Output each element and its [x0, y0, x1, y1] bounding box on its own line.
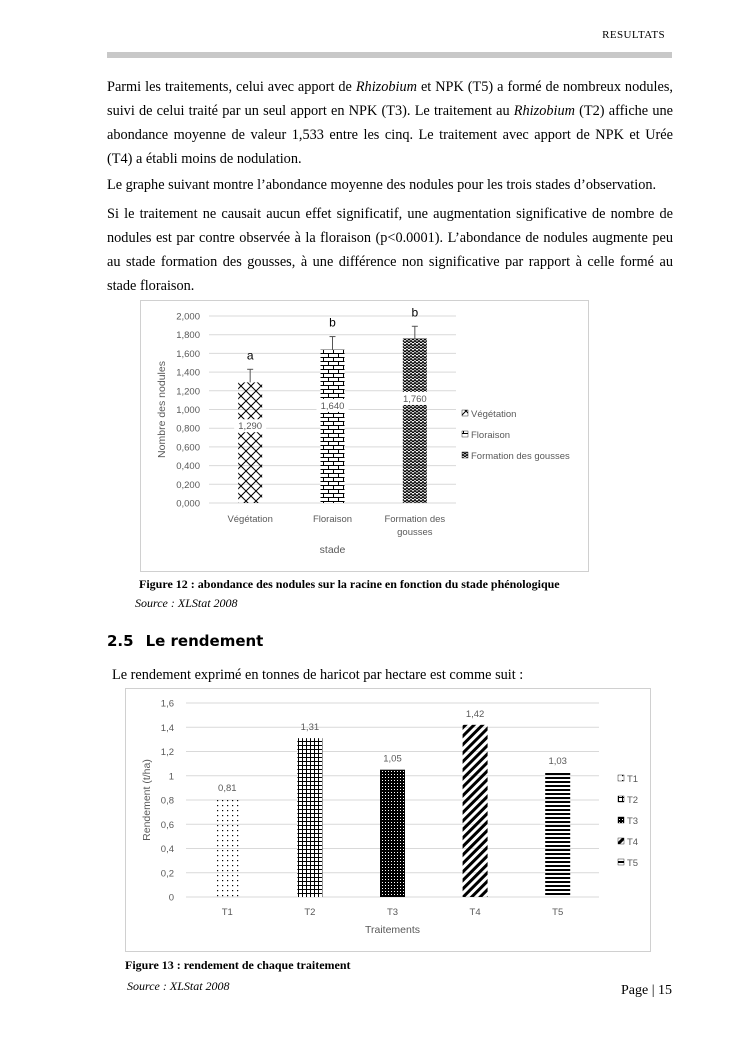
- y-tick-label: 0,400: [176, 461, 200, 473]
- header-rule: [107, 52, 672, 58]
- chart-nodules: [141, 301, 588, 571]
- y-tick-label: 1,4: [160, 722, 174, 734]
- y-tick-label: 0,8: [160, 795, 174, 807]
- legend-swatch: [618, 817, 624, 823]
- x-tick-label: T3: [386, 907, 399, 918]
- x-tick-label: Floraison: [312, 514, 353, 525]
- bar: [380, 770, 405, 897]
- y-tick-label: 0,800: [176, 423, 200, 435]
- bar: [403, 338, 427, 503]
- y-axis-label: Nombre des nodules: [156, 361, 168, 458]
- figure-13-chart: [125, 688, 651, 952]
- text-run: Parmi les traitements, celui avec apport de: [107, 79, 356, 95]
- y-tick-label: 0,2: [160, 868, 174, 880]
- text-run: (T2) affiche une abondance moyenne de valeur 1,533 entre les cinq. Le traitement avec apport de NPK et Urée (T4) a établi moins de nodulation.: [107, 103, 673, 167]
- section-number: 2.5: [107, 632, 134, 650]
- legend-swatch: [618, 859, 624, 865]
- chart-rendement: [126, 689, 650, 951]
- y-tick-label: 1: [168, 771, 174, 783]
- bar: [321, 350, 345, 503]
- legend-label: Formation des gousses: [471, 451, 570, 462]
- figure-12-chart: [140, 300, 589, 572]
- y-tick-label: 0,4: [160, 844, 174, 855]
- legend-swatch: [618, 775, 624, 781]
- bar: [545, 772, 570, 897]
- figure-12-caption: Figure 12 : abondance des nodules sur la racine en fonction du stade phénologique: [139, 577, 560, 591]
- legend-swatch: [462, 410, 468, 416]
- x-tick-label: Formation des: [384, 514, 446, 525]
- x-tick-label: T1: [221, 907, 233, 918]
- y-tick-label: 1,800: [176, 330, 200, 342]
- x-tick-label: Végétation: [227, 514, 273, 525]
- header-label: RESULTATS: [602, 29, 665, 41]
- section-title: Le rendement: [145, 632, 264, 650]
- y-tick-label: 1,6: [160, 698, 174, 710]
- legend-label: T1: [627, 774, 639, 785]
- y-tick-label: 1,600: [176, 348, 200, 360]
- legend-swatch: [462, 431, 468, 437]
- y-tick-label: 0,000: [176, 498, 200, 510]
- x-tick-label: gousses: [397, 527, 433, 538]
- legend-label: Floraison: [471, 430, 511, 441]
- figure-12-source: Source : XLStat 2008: [135, 596, 238, 610]
- y-tick-label: 0,200: [176, 479, 200, 491]
- legend-swatch: [618, 838, 624, 844]
- y-tick-label: 1,200: [176, 386, 200, 398]
- x-tick-label: T5: [552, 907, 564, 918]
- y-axis-label: Rendement (t/ha): [141, 759, 153, 841]
- significance-letter: b: [411, 305, 419, 320]
- text-run: et NPK (T5) a formé de nombreux nodules, suivi de celui traité par un seul apport en NPK (T3). Le traitement au: [107, 79, 673, 119]
- data-label: 1,290: [238, 421, 263, 433]
- page-label: Page: [620, 983, 649, 998]
- paragraph-4: Le rendement exprimé en tonnes de haricot par hectare est comme suit :: [112, 667, 524, 683]
- x-tick-label: T2: [304, 907, 316, 918]
- legend-label: T3: [627, 816, 639, 827]
- legend-label: Végétation: [471, 409, 517, 420]
- y-tick-label: 1,2: [160, 747, 174, 758]
- legend-swatch: [618, 796, 624, 802]
- y-tick-label: 2,000: [176, 311, 200, 323]
- page-number: Page | 15: [620, 983, 672, 998]
- bar: [463, 725, 488, 897]
- figure-13-source: Source : XLStat 2008: [127, 979, 230, 993]
- paragraph-1: [107, 75, 673, 171]
- data-label: 1,640: [320, 400, 345, 412]
- bar: [215, 799, 240, 897]
- x-axis-label: stade: [319, 544, 346, 556]
- bar: [297, 738, 322, 897]
- paragraph-3: Si le traitement ne causait aucun effet significatif, une augmentation significative de nombre de nodules est par contre observée à la floraison (p<0.0001). L’abondance de nodules augmente peu au stade formation des gousses, à une différence non significative par rapport à celle formé au stade floraison.: [107, 206, 673, 294]
- y-tick-label: 0: [168, 892, 174, 904]
- significance-letter: b: [329, 315, 336, 330]
- data-label: 0,81: [218, 782, 237, 794]
- data-label: 1,03: [548, 756, 567, 768]
- data-label: 1,42: [465, 708, 485, 720]
- data-label: 1,760: [402, 393, 427, 405]
- legend-label: T2: [627, 795, 639, 806]
- data-label: 1,31: [300, 722, 320, 734]
- legend-label: T4: [627, 837, 639, 848]
- legend-swatch: [462, 452, 468, 458]
- x-tick-label: T4: [469, 907, 481, 918]
- legend-label: T5: [627, 858, 639, 869]
- y-tick-label: 1,000: [176, 405, 200, 416]
- bar: [238, 382, 262, 503]
- page-number-value: 15: [658, 983, 672, 998]
- italic-term: Rhizobium: [513, 103, 575, 119]
- figure-13-caption: Figure 13 : rendement de chaque traitement: [125, 958, 351, 972]
- x-axis-label: Traitements: [364, 924, 421, 936]
- y-tick-label: 0,600: [176, 442, 200, 454]
- italic-term: Rhizobium: [355, 79, 417, 95]
- data-label: 1,05: [383, 753, 402, 765]
- significance-letter: a: [246, 348, 254, 363]
- section-heading: [107, 632, 263, 650]
- y-tick-label: 0,6: [160, 819, 174, 831]
- y-tick-label: 1,400: [176, 367, 200, 379]
- paragraph-2: Le graphe suivant montre l’abondance moyenne des nodules pour les trois stades d’observation.: [107, 177, 657, 193]
